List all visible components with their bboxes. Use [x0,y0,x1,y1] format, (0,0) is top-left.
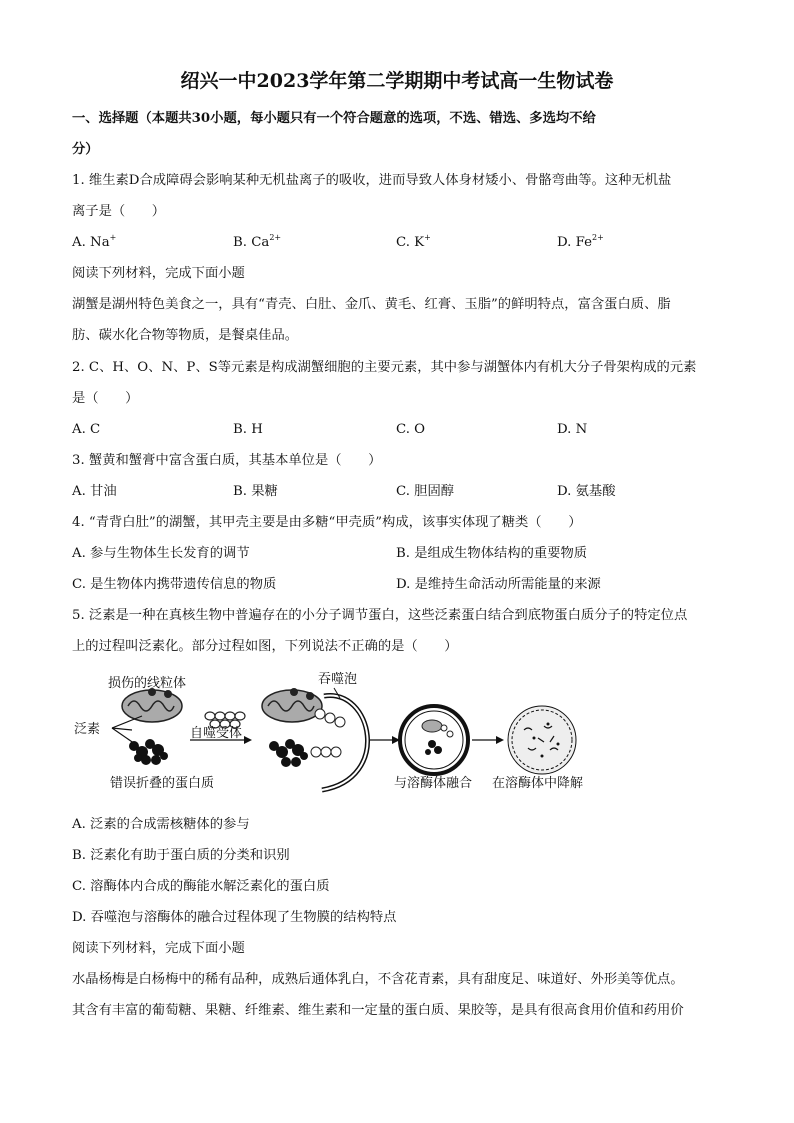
question-3-text: 3. 蟹黄和蟹膏中富含蛋白质，其基本单位是（ ） [72,453,382,468]
q2-option-a[interactable]: A. C [72,422,101,437]
q3-option-c[interactable]: C. 胆固醇 [396,484,455,499]
section-heading: 一、选择题（本题共30小题，每小题只有一个符合题意的选项，不选、错选、多选均不给 [72,111,596,126]
fusion-label: 与溶酶体融合 [394,776,473,791]
q3-option-d[interactable]: D. 氨基酸 [557,484,616,499]
q1-option-c[interactable]: C. K+ [396,233,431,250]
q3-option-a[interactable]: A. 甘油 [72,484,117,499]
ubiquitination-figure [72,668,612,800]
lysosome-degradation-icon [508,706,576,774]
section-heading-cont: 分） [72,142,99,157]
q2-option-b[interactable]: B. H [233,422,263,437]
q1-option-a[interactable]: A. Na+ [72,233,117,250]
q5-option-b[interactable]: B. 泛素化有助于蛋白质的分类和识别 [72,848,290,863]
degradation-label: 在溶酶体中降解 [492,776,584,791]
question-5-text-cont: 上的过程叫泛素化。部分过程如图，下列说法不正确的是（ ） [72,639,458,654]
question-2-text-cont: 是（ ） [72,391,139,406]
q2-option-d[interactable]: D. N [557,422,588,437]
material-2-text-cont: 其含有丰富的葡萄糖、果糖、纤维素、维生素和一定量的蛋白质、果胶等，是具有很高食用价值和药用价 [72,1003,684,1018]
phagophore-icon [322,688,368,790]
q4-option-a[interactable]: A. 参与生物体生长发育的调节 [72,546,250,561]
question-1-text-cont: 离子是（ ） [72,204,166,219]
q2-option-c[interactable]: C. O [396,422,426,437]
q1-option-d[interactable]: D. $Fe^{2+}$ [557,233,604,250]
question-4-text: 4. “青背白肚”的湖蟹，其甲壳主要是由多糖“甲壳质”构成，该事实体现了糖类（ ） [72,515,582,530]
lysosome-fusion-icon [400,706,468,774]
material-1-text: 湖蟹是湖州特色美食之一，具有“青壳、白肚、金爪、黄毛、红膏、玉脂”的鲜明特点，富含蛋白质、脂 [72,297,671,312]
tagged-misfolded-protein-icon [269,739,341,767]
q4-option-c[interactable]: C. 是生物体内携带遗传信息的物质 [72,577,277,592]
ubiquitin-label: 泛素 [74,722,101,737]
misfolded-protein-label: 错误折叠的蛋白质 [110,776,215,791]
material-2-text: 水晶杨梅是白杨梅中的稀有品种，成熟后通体乳白，不含花青素，具有甜度足、味道好、外形美等优点。 [72,972,684,987]
phagophore-label: 吞噬泡 [318,672,358,687]
q1-option-b[interactable]: B. $Ca^{2+}$ [233,233,282,250]
q4-option-b[interactable]: B. 是组成生物体结构的重要物质 [396,546,588,561]
q5-option-c[interactable]: C. 溶酶体内合成的酶能水解泛素化的蛋白质 [72,879,330,894]
q4-option-d[interactable]: D. 是维持生命活动所需能量的来源 [396,577,601,592]
material-1-intro: 阅读下列材料，完成下面小题 [72,266,245,281]
material-2-intro: 阅读下列材料，完成下面小题 [72,941,245,956]
material-1-text-cont: 肪、碳水化合物等物质，是餐桌佳品。 [72,328,299,343]
question-2-text: 2. C、H、O、N、P、S等元素是构成湖蟹细胞的主要元素，其中参与湖蟹体内有机大分子骨架构成的元素 [72,360,697,375]
question-1-text: 1. 维生素D合成障碍会影响某种无机盐离子的吸收，进而导致人体身材矮小、骨骼弯曲等。这种无机盐 [72,173,672,188]
autophagy-receptor-label: 自噬受体 [190,726,243,741]
page-title: 绍兴一中2023学年第二学期期中考试高一生物试卷 [180,70,614,92]
misfolded-protein-icon [129,739,168,765]
q5-option-a[interactable]: A. 泛素的合成需核糖体的参与 [72,817,250,832]
damaged-mitochondrion-label: 损伤的线粒体 [108,676,187,691]
q3-option-b[interactable]: B. 果糖 [233,484,278,499]
question-5-text: 5. 泛素是一种在真核生物中普遍存在的小分子调节蛋白，这些泛素蛋白结合到底物蛋白质分子的特定位点 [72,608,688,623]
q5-option-d[interactable]: D. 吞噬泡与溶酶体的融合过程体现了生物膜的结构特点 [72,910,397,925]
damaged-mitochondrion-icon [122,688,182,722]
